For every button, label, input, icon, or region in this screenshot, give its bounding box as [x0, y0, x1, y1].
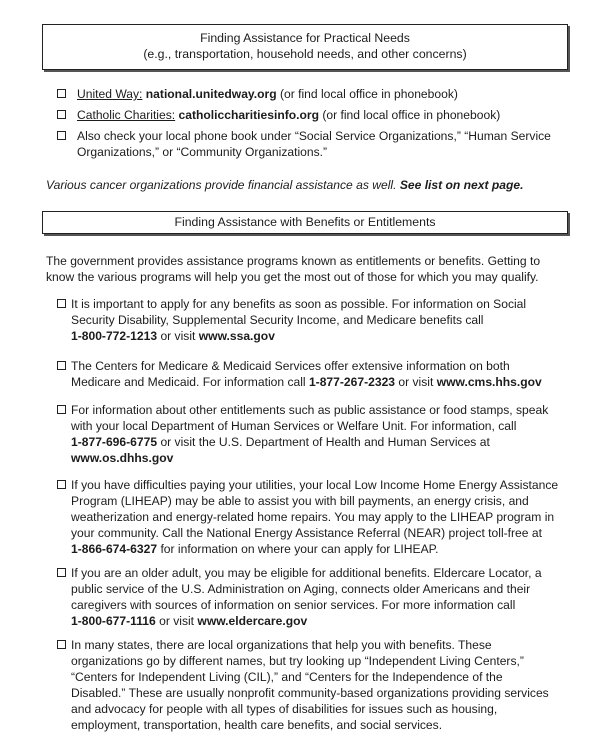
- item-text: employment, transportation, health care benefits, and social services.: [71, 718, 443, 732]
- checkbox-icon: [57, 299, 66, 308]
- org-url: national.unitedway.org: [145, 87, 277, 101]
- section-title: Finding Assistance with Benefits or Entitlements: [174, 215, 436, 229]
- item-text: or visit: [155, 614, 198, 628]
- org-name: United Way:: [77, 87, 143, 101]
- item-text: or visit: [157, 329, 199, 343]
- checkbox-icon: [57, 89, 66, 98]
- note-emphasis: See list on next page.: [396, 178, 524, 192]
- section-subtitle: (e.g., transportation, household needs, and other concerns): [143, 46, 467, 61]
- website-url: www.eldercare.gov: [197, 614, 308, 628]
- item-text: or visit: [395, 375, 437, 389]
- website-url: www.cms.hhs.gov: [436, 375, 542, 389]
- item-text: In many states, there are local organizations that help you with benefits. These: [71, 638, 492, 652]
- checkbox-icon: [57, 405, 66, 414]
- item-text: for information on where your can apply for LIHEAP.: [157, 542, 439, 556]
- item-text: with your local Department of Human Services or Welfare Unit. For information, call: [71, 419, 517, 433]
- checkbox-icon: [57, 568, 66, 577]
- item-text: Program (LIHEAP) may be able to assist you with bill payments, an energy crisis, and: [71, 494, 529, 508]
- cancer-orgs-note: [46, 177, 566, 193]
- checkbox-icon: [57, 110, 66, 119]
- org-url: catholiccharitiesinfo.org: [178, 108, 319, 122]
- item-text: weatherization and energy-related home repairs. You may apply to the LIHEAP program in: [71, 510, 555, 524]
- item-text: or visit the U.S. Department of Health and Human Services at: [157, 435, 490, 449]
- item-text: Also check your local phone book under “Social Service Organizations,” “Human Service: [77, 129, 551, 143]
- item-text: and advocacy for people with all types of disabilities for issues such as housing,: [71, 702, 498, 716]
- item-text: Medicare and Medicaid. For information call: [71, 375, 309, 389]
- item-text: caregivers with sources of information on senior services. For more information call: [71, 598, 516, 612]
- phone-number: 1-866-674-6327: [71, 542, 158, 556]
- website-url: www.ssa.gov: [198, 329, 275, 343]
- item-text: (or find local office in phonebook): [276, 87, 458, 101]
- checkbox-icon: [57, 480, 66, 489]
- checkbox-icon: [57, 361, 66, 370]
- item-text: Disabled.” These are usually nonprofit community-based organizations providing services: [71, 686, 549, 700]
- phone-number: 1-877-267-2323: [308, 375, 396, 389]
- benefits-intro: [46, 253, 566, 285]
- checkbox-icon: [57, 131, 66, 140]
- item-text: If you have difficulties paying your utilities, your local Low Income Home Energy Assistance: [71, 478, 559, 492]
- item-text: For information about other entitlements such as public assistance or food stamps, speak: [71, 403, 549, 417]
- item-text: organizations go by different names, but try looking up “Independent Living Centers,”: [71, 654, 524, 668]
- item-text: The Centers for Medicare & Medicaid Services offer extensive information on both: [71, 359, 510, 373]
- section-header-practical-needs: [42, 24, 568, 70]
- item-text: Organizations,” or “Community Organizations.”: [77, 145, 328, 159]
- intro-line: know the various programs will help you get the most out of those for which you may qualify.: [46, 270, 539, 284]
- item-text: public service of the U.S. Administration on Aging, connects older Americans and their: [71, 582, 531, 596]
- note-text: Various cancer organizations provide financial assistance as well.: [46, 178, 397, 192]
- phone-number: 1-800-772-1213: [71, 329, 158, 343]
- item-text: your community. Call the National Energy Assistance Referral (NEAR) project toll-free at: [71, 526, 542, 540]
- phone-number: 1-877-696-6775: [71, 435, 158, 449]
- website-url: www.os.dhhs.gov: [71, 451, 174, 465]
- checkbox-icon: [57, 640, 66, 649]
- item-text: (or find local office in phonebook): [318, 108, 501, 122]
- item-text: If you are an older adult, you may be eligible for additional benefits. Eldercare Locator, a: [71, 566, 542, 580]
- section-title: Finding Assistance for Practical Needs: [200, 31, 410, 45]
- phone-number: 1-800-677-1116: [71, 614, 156, 628]
- item-text: It is important to apply for any benefits as soon as possible. For information on Social: [71, 297, 527, 311]
- item-text: “Centers for Independent Living (CIL),” and “Centers for the Independence of the: [71, 670, 503, 684]
- item-text: Security Disability, Supplemental Security Income, and Medicare benefits call: [71, 313, 484, 327]
- org-name: Catholic Charities:: [77, 108, 176, 122]
- intro-line: The government provides assistance programs known as entitlements or benefits. Getting to: [46, 254, 541, 268]
- section-header-benefits: [42, 211, 568, 234]
